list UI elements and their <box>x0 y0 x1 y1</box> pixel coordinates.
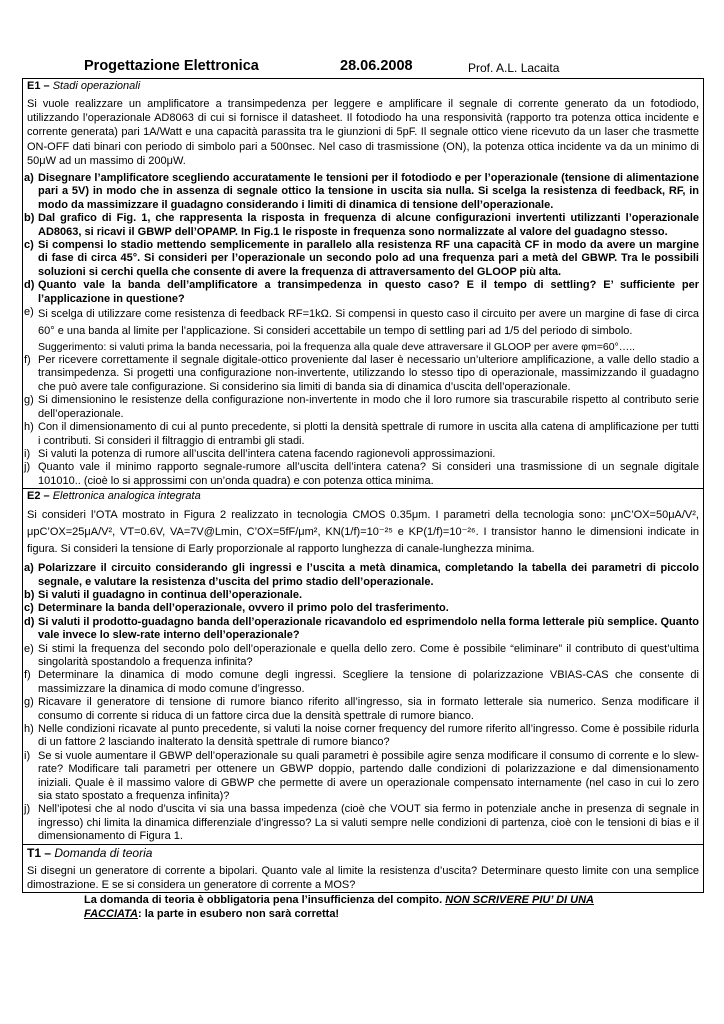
professor-name: Prof. A.L. Lacaita <box>468 61 560 75</box>
e1-question-i: i) Si valuti la potenza di rumore all’uscita dell’intera catena facendo ragionevoli approssimazioni. <box>24 447 496 460</box>
e2-question-b: b) Si valuti il guadagno in continua dell’operazionale. <box>24 588 303 601</box>
e2-question-i: i) Se si vuole aumentare il GBWP dell’operazionale su quali parametri è possibile agire senza modificare il consumo di corrente e lo slew-rate? Modificare tali parametri per ottenere un GBWP doppio, partendo dalle condizioni di polarizzazione e dal dimensionamento iniziali. Quale è il massimo valore di GBWP che permette di avere un operazionale compensato internamente (nel caso in cui lo zero sia stato spostato a frequenza infinita)? <box>24 749 699 803</box>
exercise-e1 <box>22 78 704 489</box>
e1-question-j: j) Quanto vale il minimo rapporto segnale-rumore all’uscita dell’intera catena? Si consideri una trasmissione di un segnale digitale 101010.. (cioè lo si approssimi con un’onda quadra) e con potenza ottica minima. <box>24 461 699 487</box>
e1-question-a: a) Disegnare l’amplificatore scegliendo accuratamente le tensioni per il fotodiodo e per l’operazionale (tensione di alimentazione pari a 5V) in modo che in assenza di segnale ottico la tensione in uscita sia nulla. Si scelga la resistenza di feedback, RF, in modo da massimizzare il guadagno considerando i limiti di dinamica di tensione dell’operazionale. <box>24 172 699 211</box>
exam-date: 28.06.2008 <box>340 58 413 74</box>
theory-question-t1 <box>22 845 704 893</box>
e1-question-d: d) Quanto vale la banda dell’amplificatore a transimpedenza in questo caso? E il tempo di settling? E’ sufficiente per l’applicazione in questione? <box>24 279 699 305</box>
footer-note: La domanda di teoria è obbligatoria pena l’insufficienza del compito. NON SCRIVERE PIU’ DI UNA FACCIATA: la parte in esubero non sarà corretta! <box>84 894 594 920</box>
course-title: Progettazione Elettronica <box>84 58 259 74</box>
e1-question-c: c) Si compensi lo stadio mettendo semplicemente in parallelo alla resistenza RF una capacità CF in modo da avere un margine di fase di circa 45°. Si consideri per l’operazionale un secondo polo ad una frequenza pari a metà del GBWP. Tra le possibili soluzioni si cerchi quella che consente di avere la frequenza di attraversamento del GLOOP più alta. <box>24 239 699 278</box>
e2-question-e: e) Si stimi la frequenza del secondo polo dell’operazionale e quella dello zero. Come è possibile “eliminare” il contributo di quest’ultima singolarità spostandolo a frequenza infinita? <box>24 642 699 668</box>
e2-question-f: f) Determinare la dinamica di modo comune degli ingressi. Scegliere la tensione di polarizzazione VBIAS-CAS che consente di massimizzare la dinamica di modo comune d’ingresso. <box>24 669 699 695</box>
e2-question-c: c) Determinare la banda dell’operazionale, ovvero il primo polo del trasferimento. <box>24 602 449 615</box>
e1-question-f: f) Per ricevere correttamente il segnale digitale-ottico proveniente dal laser è necessario un’ulteriore amplificazione, a valle dello stadio a transimpedenza. Si progetti una configurazione non-invertente, utilizzando lo stesso tipo di operazionale, massimizzando il guadagno che può avere tale configurazione. Si considerino sia limiti di banda sia di dinamica d’uscita dell’operazionale. <box>24 354 699 393</box>
e2-question-j: j) Nell’ipotesi che al nodo d’uscita vi sia una bassa impedenza (cioè che VOUT sia fermo in potenziale anche in presenza di segnale in ingresso) chi limita la dinamica differenziale d’ingresso? La si valuti sempre nelle condizioni di partenza, cioè con le tensioni di bias e il dimensionamento di Figura 1. <box>24 803 699 843</box>
e2-question-g: g) Ricavare il generatore di tensione di rumore bianco riferito all’ingresso, sia in formato letterale sia numerico. Senza modificare il consumo di corrente si riduca di un fattore circa due la densità spettrale di rumore bianco. <box>24 696 699 722</box>
e2-heading: E2 – Elettronica analogica integrata <box>27 490 201 503</box>
e1-question-h: h) Con il dimensionamento di cui al punto precedente, si plotti la densità spettrale di rumore in uscita alla catena di amplificazione per tutti i contributi. Si consideri il filtraggio di entrambi gli stadi. <box>24 421 699 447</box>
t1-heading: T1 – Domanda di teoria <box>27 845 153 860</box>
e2-question-a: a) Polarizzare il circuito considerando gli ingressi e l’uscita a metà dinamica, completando la tabella dei parametri di piccolo segnale, e valutare la resistenza d’uscita del primo stadio dell’operazionale. <box>24 562 699 588</box>
e2-question-d: d) Si valuti il prodotto-guadagno banda dell’operazionale ricavandolo ed esprimendolo nella forma letterale più semplice. Quanto vale invece lo slew-rate interno dell’operazionale? <box>24 615 699 642</box>
exam-header <box>22 58 704 78</box>
e1-intro: Si vuole realizzare un amplificatore a transimpedenza per leggere e amplificare il segnale di corrente generato da un fotodiodo, utilizzando l’operazionale AD8063 di cui si fornisce il datasheet. Il fotodiodo ha una responsività (rapporto tra potenza ottica incidente e corrente generata) pari 1A/Watt e una capacità parassita tra le giunzioni di 5pF. Il segnale ottico viene ricevuto da un laser che trasmette ON-OFF dati binari con periodo di simbolo pari a 500nsec. Nel caso di trasmissione (ON), la potenza ottica incidente va da un minimo di 50μW ad un massimo di 200μW. <box>27 98 699 167</box>
e1-question-e: e) Si scelga di utilizzare come resistenza di feedback RF=1kΩ. Si compensi in questo caso il circuito per avere un margine di fase di circa 60° e una banda al limite per l’applicazione. Si consideri accettabile un tempo di settling pari ad 1/5 del periodo di simbolo. <box>24 306 699 338</box>
e2-question-h: h) Nelle condizioni ricavate al punto precedente, si valuti la noise corner frequency del rumore riferito all’ingresso. Come è possibile ridurla di un fattore 2 lasciando inalterato la densità spettrale di rumore bianco? <box>24 723 699 749</box>
e1-heading: E1 – Stadi operazionali <box>27 80 141 92</box>
e1-question-g: g) Si dimensionino le resistenze della configurazione non-invertente in modo che il loro rumore sia trascurabile rispetto al contributo serie dell’operazionale. <box>24 394 699 420</box>
e1-question-b: b) Dal grafico di Fig. 1, che rappresenta la risposta in frequenza di alcune configurazioni invertenti utilizzanti l’operazionale AD8063, si ricavi il GBWP dell’OPAMP. In Fig.1 le risposte in frequenza sono normalizzate al valore del guadagno stesso. <box>24 212 699 238</box>
exercise-e2 <box>22 489 704 845</box>
exam-page <box>22 58 704 921</box>
t1-text: Si disegni un generatore di corrente a bipolari. Quanto vale al limite la resistenza d’uscita? Determinare questo limite con una semplice dimostrazione. E se si considera un generatore di corrente a MOS? <box>27 864 699 891</box>
e1-hint: Suggerimento: si valuti prima la banda necessaria, poi la frequenza alla quale deve attraversare il GLOOP per avere φm=60°….. <box>38 341 636 354</box>
e2-intro: Si consideri l’OTA mostrato in Figura 2 realizzato in tecnologia CMOS 0.35μm. I parametri della tecnologia sono: μnC’OX=50μA/V², μpC’OX=25μA/V², VT=0.6V, VA=7V@Lmin, C’OX=5fF/μm², KN(1/f)=10⁻²⁵ e KP(1/f)=10⁻²⁶. I transistor hanno le dimensioni indicate in figura. Si consideri la tensione di Early proporzionale al rapporto lunghezza di canale-lunghezza minima. <box>27 509 699 556</box>
footer-warning: NON SCRIVERE PIU’ DI UNA FACCIATA <box>84 894 594 920</box>
